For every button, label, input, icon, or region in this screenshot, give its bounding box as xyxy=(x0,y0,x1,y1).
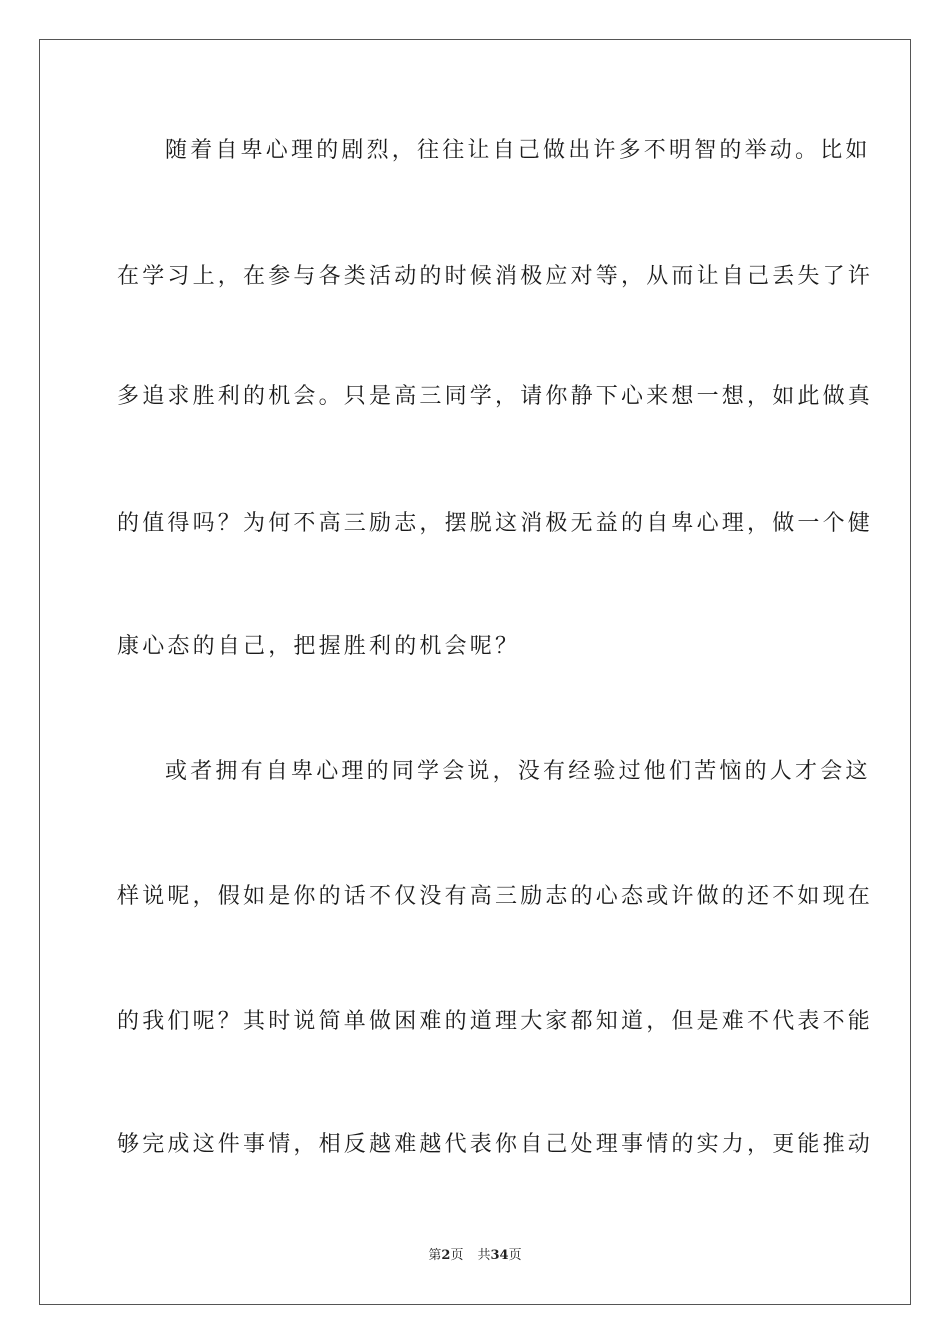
page-footer xyxy=(0,1247,950,1265)
paragraph-1-line-1: 随着自卑心理的剧烈，往往让自己做出许多不明智的举动。比如 xyxy=(165,138,871,163)
paragraph-1-line-2: 在学习上，在参与各类活动的时候消极应对等，从而让自己丢失了许 xyxy=(117,264,874,289)
page-label-prefix: 第 xyxy=(428,1248,442,1263)
paragraph-2-line-2: 样说呢，假如是你的话不仅没有高三励志的心态或许做的还不如现在 xyxy=(117,884,874,909)
paragraph-2-line-3: 的我们呢？其时说简单做困难的道理大家都知道，但是难不代表不能 xyxy=(117,1009,874,1034)
page-border xyxy=(39,39,911,1305)
total-label-prefix: 共 xyxy=(477,1248,491,1263)
current-page-number: 2 xyxy=(441,1248,451,1263)
page-label-suffix: 页 xyxy=(450,1248,464,1263)
total-pages-number: 34 xyxy=(490,1248,509,1263)
paragraph-1-line-5: 康心态的自己，把握胜利的机会呢？ xyxy=(117,634,521,659)
total-label-suffix: 页 xyxy=(508,1248,522,1263)
paragraph-2-line-1: 或者拥有自卑心理的同学会说，没有经验过他们苦恼的人才会这 xyxy=(165,759,871,784)
paragraph-2-line-4: 够完成这件事情，相反越难越代表你自己处理事情的实力，更能推动 xyxy=(117,1132,874,1157)
paragraph-1-line-3: 多追求胜利的机会。只是高三同学，请你静下心来想一想，如此做真 xyxy=(117,384,874,409)
paragraph-1-line-4: 的值得吗？为何不高三励志，摆脱这消极无益的自卑心理，做一个健 xyxy=(117,511,874,536)
